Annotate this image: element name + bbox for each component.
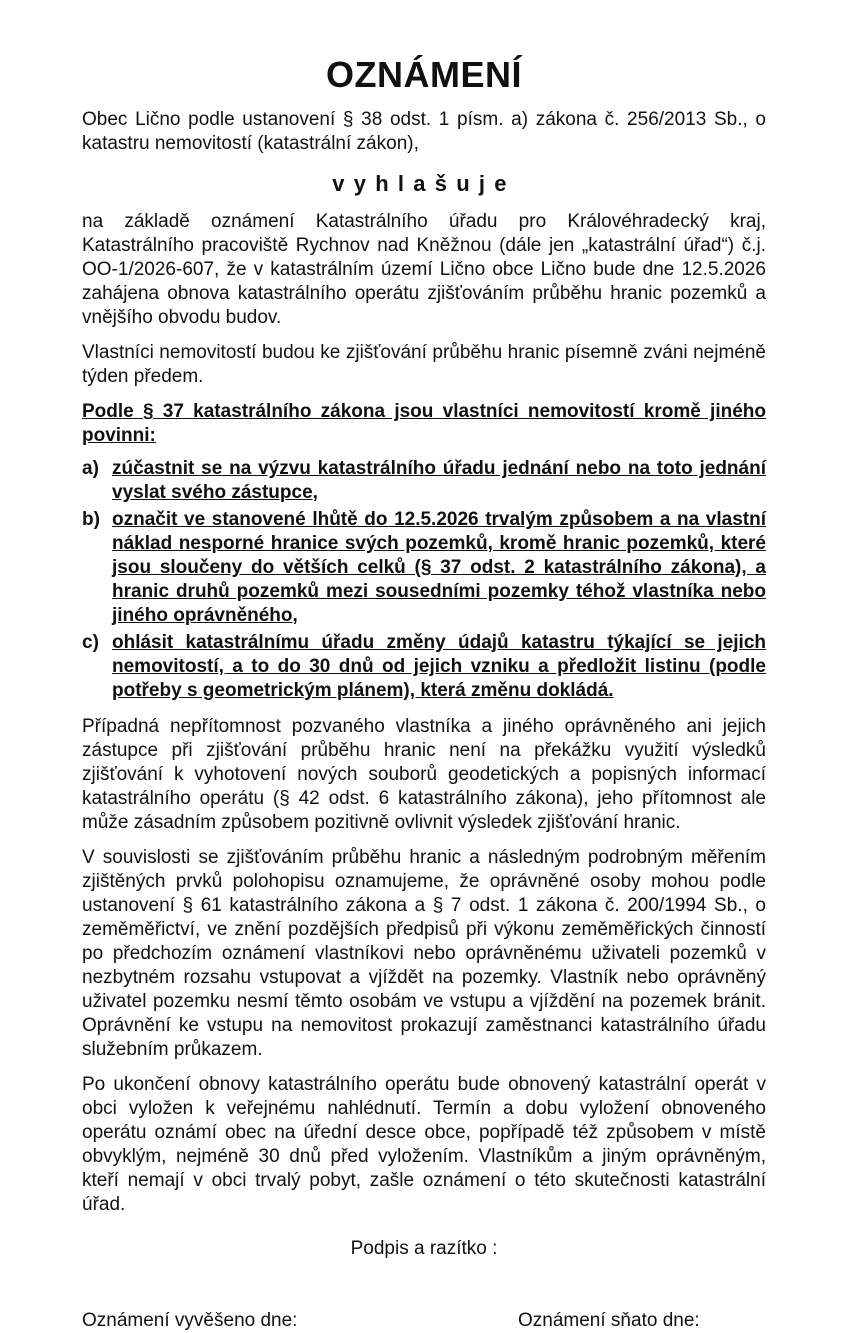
intro-paragraph: Obec Lično podle ustanovení § 38 odst. 1 písm. a) zákona č. 256/2013 Sb., o katastru nemovitostí (katastrální zákon), (82, 109, 766, 154)
invitation-paragraph: Vlastníci nemovitostí budou ke zjišťování průběhu hranic písemně zváni nejméně týden předem. (82, 342, 766, 387)
signature-and-stamp-label: Podpis a razítko : (350, 1238, 498, 1259)
duty-item-c-label: c) (82, 632, 99, 653)
posting-dates-row (82, 1309, 766, 1333)
duty-item-b-text: označit ve stanovené lhůtě do 12.5.2026 trvalým způsobem a na vlastní náklad nesporné hranice svých pozemků, kromě hranic pozemků, které jsou sloučeny do větších celků (§ 37 odst. 2 katastrálního zákona), a hranic druhů pozemků mezi sousedními pozemky téhož vlastníka nebo jiného oprávněného, (112, 509, 766, 626)
duty-item-b-label: b) (82, 509, 100, 530)
absence-paragraph: Případná nepřítomnost pozvaného vlastníka a jiného oprávněného ani jejich zástupce při zjišťování průběhu hranic není na překážku využití výsledků zjišťování k vyhotovení nových souborů geodetických a popisných informací katastrálního operátu (§ 42 odst. 6 katastrálního zákona), jeho přítomnost ale může zásadním způsobem pozitivně ovlivnit výsledek zjišťování hranic. (82, 716, 766, 833)
duty-item-a-text: zúčastnit se na výzvu katastrálního úřadu jednání nebo na toto jednání vyslat svého zástupce, (112, 458, 766, 503)
duty-item-a (82, 457, 766, 505)
duty-item-c (82, 631, 766, 703)
document-title: OZNÁMENÍ (326, 54, 522, 95)
duty-item-c-text: ohlásit katastrálnímu úřadu změny údajů katastru týkající se jejich nemovitostí, a to do 30 dnů od jejich vzniku a předložit listinu (podle potřeby s geometrickým plánem), která změnu dokládá. (112, 632, 766, 701)
posted-date-label: Oznámení vyvěšeno dne: (82, 1310, 298, 1331)
duty-item-b (82, 508, 766, 628)
completion-paragraph: Po ukončení obnovy katastrálního operátu bude obnovený katastrální operát v obci vyložen k veřejnému nahlédnutí. Termín a dobu vyložení obnoveného operátu oznámí obec na úřední desce obce, popřípadě též způsobem v místě obvyklým, nejméně 30 dnů před vyložením. Vlastníkům a jiným oprávněným, kteří nemají v obci trvalý pobyt, zašle oznámení o této skutečnosti katastrální úřad. (82, 1074, 766, 1215)
basis-paragraph: na základě oznámení Katastrálního úřadu pro Královéhradecký kraj, Katastrálního pracoviště Rychnov nad Kněžnou (dále jen „katastrální úřad“) č.j. OO-1/2026-607, že v katastrálním území Lično obce Lično bude dne 12.5.2026 zahájena obnova katastrálního operátu zjišťováním průběhu hranic pozemků a vnějšího obvodu budov. (82, 211, 766, 328)
removed-date-label: Oznámení sňato dne: (518, 1310, 700, 1331)
entry-rights-paragraph: V souvislosti se zjišťováním průběhu hranic a následným podrobným měřením zjištěných prvků polohopisu oznamujeme, že oprávněné osoby mohou podle ustanovení § 61 katastrálního zákona a § 7 odst. 1 zákona č. 200/1994 Sb., o zeměměřictví, ve znění pozdějších předpisů při výkonu zeměměřických činností po předchozím oznámení vlastníkovi nebo oprávněnému uživateli pozemků v nezbytném rozsahu vstupovat a vjíždět na pozemky. Vlastník nebo oprávněný uživatel pozemku nesmí těmto osobám ve vstupu a vjíždění na pozemek bránit. Oprávnění ke vstupu na nemovitost prokazují zaměstnanci katastrálního úřadu služebním průkazem. (82, 847, 766, 1060)
proclaim-heading: vyhlašuje (332, 171, 516, 196)
duties-list (82, 457, 766, 703)
duties-heading: Podle § 37 katastrálního zákona jsou vlastníci nemovitostí kromě jiného povinni: (82, 401, 766, 446)
duty-item-a-label: a) (82, 458, 99, 479)
